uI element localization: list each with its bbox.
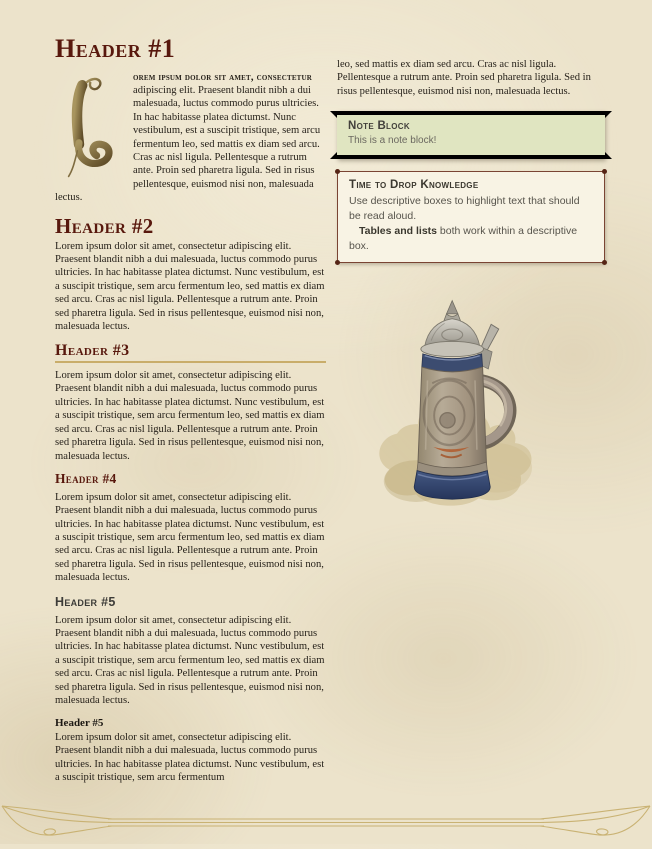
footer-flourish	[0, 802, 652, 844]
flourish-right-icon	[540, 806, 650, 835]
section-header-3: Header #3	[55, 342, 326, 363]
descriptive-line2-bold: Tables and lists	[359, 225, 437, 238]
descriptive-title: Time to Drop Knowledge	[349, 179, 479, 192]
section-header-5: Header #5	[55, 594, 116, 609]
section-paragraph-5: Lorem ipsum dolor sit amet, consectetur adipiscing elit. Praesent blandit nibh a dui malesuada, luctus commodo purus ultricies. In hac habitasse platea dictumst. Nunc vestibulum, est a suscipit tristique, sem arcu fermentum leo, sed mattis ex diam sed arcu. Cras ac nisl ligula. Pellentesque a rutrum ante. Proin sed pharetra ligula. Sed in risus pellentesque, euismod nisi non, malesuada lectus.	[55, 614, 325, 707]
section-paragraph-2: Lorem ipsum dolor sit amet, consectetur adipiscing elit. Praesent blandit nibh a dui malesuada, luctus commodo purus ultricies. In hac habitasse platea dictumst. Nunc vestibulum, est a suscipit tristique, sem arcu fermentum leo, sed mattis ex diam sed arcu. Cras ac nisl ligula. Pellentesque a rutrum ante. Proin sed pharetra ligula. Sed in risus pellentesque, euismod nisi non, malesuada lectus.	[55, 240, 325, 333]
right-column	[337, 58, 605, 517]
drop-cap-letter	[55, 73, 127, 179]
descriptive-corner-dot-icon	[602, 169, 607, 174]
section-header-4: Header #4	[55, 470, 117, 486]
note-corner-wedge-icon	[330, 152, 337, 159]
section-header-2: Header #2	[55, 213, 154, 238]
note-block	[337, 111, 605, 159]
descriptive-corner-dot-icon	[335, 260, 340, 265]
beer-stein-illustration	[361, 293, 551, 517]
descriptive-line2-rest: both work within a descriptive box.	[349, 225, 578, 252]
note-corner-wedge-icon	[605, 152, 612, 159]
intro-paragraph	[55, 71, 326, 205]
note-corner-wedge-icon	[330, 111, 337, 118]
descriptive-line2	[349, 224, 593, 253]
section-paragraph-3: Lorem ipsum dolor sit amet, consectetur adipiscing elit. Praesent blandit nibh a dui malesuada, luctus commodo purus ultricies. In hac habitasse platea dictumst. Nunc vestibulum, est a suscipit tristique, sem arcu fermentum leo, sed mattis ex diam sed arcu. Cras ac nisl ligula. Pellentesque a rutrum ante. Proin sed pharetra ligula. Sed in risus pellentesque, euismod nisi non, malesuada lectus.	[55, 370, 325, 462]
intro-body-text: adipiscing elit. Praesent blandit nibh a dui malesuada, luctus commodo purus ultricies. In hac habitasse platea dictumst. Nunc vestibulum, est a suscipit tristique, sem arcu fermentum leo, sed mattis ex diam sed arcu. Cras ac nisl ligula. Pellentesque a rutrum ante. Proin sed pharetra ligula. Sed in risus pellentesque, euismod nisi non, malesuada lectus.	[55, 84, 321, 204]
page-title: Header #1	[55, 36, 176, 63]
note-title: Note Block	[348, 120, 410, 133]
section-header-5b: Header #5	[55, 717, 104, 730]
descriptive-line1: Use descriptive boxes to highlight text that should be read aloud.	[349, 195, 580, 222]
descriptive-corner-dot-icon	[602, 260, 607, 265]
left-column	[55, 36, 326, 793]
intro-lead-smallcaps: orem ipsum dolor sit amet, consectetur	[133, 71, 313, 83]
descriptive-corner-dot-icon	[335, 169, 340, 174]
section-paragraph-4: Lorem ipsum dolor sit amet, consectetur adipiscing elit. Praesent blandit nibh a dui malesuada, luctus commodo purus ultricies. In hac habitasse platea dictumst. Nunc vestibulum, est a suscipit tristique, sem arcu fermentum leo, sed mattis ex diam sed arcu. Cras ac nisl ligula. Pellentesque a rutrum ante. Proin sed pharetra ligula. Sed in risus pellentesque, euismod nisi non, malesuada lectus.	[55, 491, 325, 584]
descriptive-box	[337, 171, 605, 263]
note-body: This is a note block!	[348, 135, 437, 147]
continuation-paragraph: leo, sed mattis ex diam sed arcu. Cras ac nisl ligula. Pellentesque a rutrum ante. Proin sed pharetra ligula. Sed in risus pellentesque, euismod nisi non, malesuada lectus.	[337, 59, 591, 97]
note-corner-wedge-icon	[605, 111, 612, 118]
section-paragraph-5b: Lorem ipsum dolor sit amet, consectetur adipiscing elit. Praesent blandit nibh a dui malesuada, luctus commodo purus ultricies. In hac habitasse platea dictumst. Nunc vestibulum, est a suscipit tristique, sem arcu fermentum	[55, 731, 325, 784]
flourish-left-icon	[2, 806, 112, 835]
